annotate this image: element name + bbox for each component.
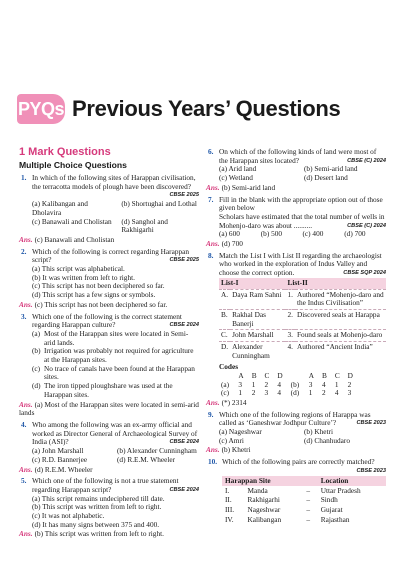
question-6 [206, 148, 386, 183]
option-c: (c) It was not alphabetic. [32, 511, 105, 521]
codes-row: (c) 1 2 3 4 (d) 1 2 4 3 [221, 388, 352, 398]
answer-label: Ans. [206, 182, 220, 192]
codes-row: (a) 3 1 2 4 (b) 3 4 1 2 [221, 379, 352, 389]
question-text: Who among the following was an ex-army official and worked as Director General of Archaeological Survey of India (ASI)? [32, 419, 198, 447]
question-number: 5. [21, 476, 27, 486]
page-title: Previous Years’ Questions [72, 96, 341, 121]
option-c: (c) No trace of canals have been found at the Harappan sites. [32, 363, 195, 382]
question-7 [206, 196, 386, 240]
answer-label: Ans. [206, 397, 220, 407]
question-number: 10. [208, 457, 218, 467]
answer-text: (b) Semi-arid land [221, 182, 276, 192]
answer-label: Ans. [19, 234, 33, 244]
table-row: A. Daya Ram Sahni 1. Authored “Mohenjo-daro and the Indus Civilisation” [219, 289, 386, 309]
table-row: IV. Kalibangan – Rajasthan [225, 514, 350, 524]
option-d: (d) The iron tipped ploughshare was used at the Harappan sites. [32, 381, 173, 399]
answer-label: Ans. [206, 445, 220, 455]
answer-label: Ans. [19, 529, 33, 539]
question-3 [19, 313, 199, 400]
option-b: (b) This script was written from left to right. [32, 502, 162, 512]
option-d: (d) This script has a few signs or symbols. [32, 290, 156, 300]
exam-tag: CBSE SQP 2024 [343, 270, 386, 277]
answer-1 [19, 236, 199, 245]
match-table [219, 278, 386, 362]
exam-tag: CBSE 2023 [356, 420, 386, 427]
question-4 [19, 421, 199, 465]
option-a: (a) John Marshall [32, 446, 84, 456]
pairs-table [222, 476, 386, 526]
answer-text: (b) This script was written from left to right. [34, 529, 164, 539]
option-d: (d) Desert land [304, 173, 348, 183]
exam-tag: CBSE 2024 [169, 439, 199, 446]
answer-label: Ans. [19, 464, 33, 474]
option-d: (d) R.E.M. Wheeler [117, 454, 176, 464]
table-row: C. John Marshall 3. Found seals at Mohenjo-daro [219, 330, 386, 342]
answer-label: Ans. [19, 399, 33, 409]
answer-8 [206, 399, 386, 408]
table-row: III. Nageshwar – Gujarat [225, 505, 343, 515]
answer-text: (d) 700 [221, 239, 243, 249]
question-1 [19, 174, 199, 235]
question-text: Which one of the following regions of Harappa was called as ‘Ganeshwar Jodhpur Culture’? [219, 409, 371, 428]
section-title: 1 Mark Questions [19, 146, 111, 158]
option-c: (c) 400 [302, 229, 324, 239]
option-a: (a) Nageshwar [219, 427, 262, 437]
question-8 [206, 252, 386, 398]
option-b: (b) Khetri [304, 427, 333, 437]
question-text: Which of the following pairs are correctly matched? [222, 457, 375, 467]
answer-7 [206, 240, 386, 249]
answer-9 [206, 446, 386, 455]
answer-5 [19, 530, 199, 539]
option-b: (b) 500 [260, 229, 283, 239]
question-text: Which one of the following is the correct statement regarding Harappan culture? [32, 311, 182, 330]
option-c: (c) Banawali and Cholistan [32, 216, 112, 226]
section-subtitle: Multiple Choice Questions [19, 160, 127, 170]
codes-header: A B C D A B C D [238, 371, 353, 381]
question-text: In which of the following sites of Harappan civilisation, the terracotta models of plough have been discovered? [32, 173, 196, 191]
question-statement: Scholars have estimated that the total number of wells in Mohenjo-daro was about .......... CBSE (C) 2024 [219, 211, 386, 230]
question-text: Fill in the blank with the appropriate option out of those given below [219, 194, 383, 213]
table-row: D. Alexander Cunningham 4. Authored “Ancient India” [219, 342, 386, 362]
question-number: 3. [21, 311, 27, 321]
option-c: (c) R.D. Bannerjee [32, 454, 88, 464]
question-number: 9. [208, 409, 214, 419]
option-d: (d) Sanghol and Rakhigarhi [121, 216, 168, 235]
option-b: (b) It was written from left to right. [32, 272, 135, 282]
answer-text: (b) Khetri [221, 445, 251, 455]
exam-tag: CBSE (C) 2024 [347, 222, 386, 229]
codes-table [219, 372, 359, 398]
question-9 [206, 411, 386, 446]
right-column [206, 148, 386, 525]
option-a: (a) This script was alphabetical. [32, 264, 125, 274]
pyqs-badge: PYQs [17, 94, 65, 124]
table-row: B. Rakhal Das Banerji 2. Discovered seals at Harappa [219, 309, 386, 329]
option-d: (d) It has many signs between 375 and 400. [32, 519, 160, 529]
exam-tag: CBSE 2025 [169, 257, 199, 264]
option-d: (d) 700 [344, 229, 366, 239]
answer-text: (*) 2314 [221, 397, 247, 407]
page-header [17, 94, 340, 124]
codes-label: Codes [219, 362, 239, 372]
answer-text: (d) R.E.M. Wheeler [34, 464, 93, 474]
option-c: (c) Wetland [219, 173, 253, 183]
question-number: 7. [208, 194, 214, 204]
exam-tag: CBSE 2024 [169, 486, 199, 493]
answer-4 [19, 466, 199, 475]
question-number: 8. [208, 250, 214, 260]
exam-tag: CBSE (C) 2024 [347, 157, 386, 164]
exam-tag: CBSE 2024 [169, 322, 199, 329]
table-row: I. Manda – Uttar Pradesh [225, 485, 361, 495]
answer-label: Ans. [19, 299, 33, 309]
option-a: (a) Arid land [219, 164, 257, 174]
answer-6 [206, 184, 386, 193]
question-text: Which one of the following is not a true statement regarding Harappan script? [32, 476, 179, 494]
exam-tag: CBSE 2025 [169, 192, 199, 199]
option-d: (d) Chanhudaro [304, 435, 350, 445]
answer-text: (c) Banawali and Cholistan [34, 234, 115, 244]
question-number: 6. [208, 147, 214, 156]
answer-3 [19, 401, 199, 418]
question-number: 2. [21, 246, 27, 256]
answer-text: (a) Most of the Harappan sites were located in semi-arid lands [19, 399, 199, 418]
option-b: (b) Alexander Cunningham [117, 446, 197, 456]
option-c: (c) This script has not been deciphered so far. [32, 281, 165, 291]
question-10 [206, 458, 386, 525]
exam-tag: CBSE 2023 [356, 467, 386, 474]
answer-text: (c) This script has not been deciphered so far. [34, 299, 168, 309]
option-a: (a) Most of the Harappan sites were located in Semi-arid lands. [32, 328, 189, 347]
option-b: (b) Semi-arid land [304, 164, 358, 174]
question-number: 4. [21, 419, 27, 429]
pairs-table-header: Harappan Site Location [222, 476, 386, 487]
option-b: (b) Irrigation was probably not required for agriculture at the Harappan sites. [32, 346, 194, 365]
option-c: (c) Amri [219, 435, 244, 445]
question-text: On which of the following kinds of land were most of the Harappan sites located? [219, 147, 377, 165]
question-2 [19, 248, 199, 300]
answer-label: Ans. [206, 239, 220, 249]
option-b: (b) Shortughai and Lothal [121, 199, 197, 209]
table-row: II. Rakhigarhi – Sindh [225, 495, 338, 505]
left-column [19, 146, 199, 539]
question-text: Match the List I with List II regarding the archaeologist who worked in the exploration of Indus Valley and choose the correct option. [219, 250, 382, 278]
question-text: Which of the following is correct regarding Harappan script? [32, 246, 190, 265]
option-a: (a) Kalibangan and Dholavira [32, 199, 88, 217]
question-5 [19, 477, 199, 529]
option-a: (a) This script remains undeciphered till date. [32, 493, 165, 503]
match-table-header: List-I List-II [219, 278, 386, 289]
answer-2 [19, 301, 199, 310]
question-number: 1. [21, 173, 27, 182]
option-a: (a) 600 [219, 229, 240, 239]
